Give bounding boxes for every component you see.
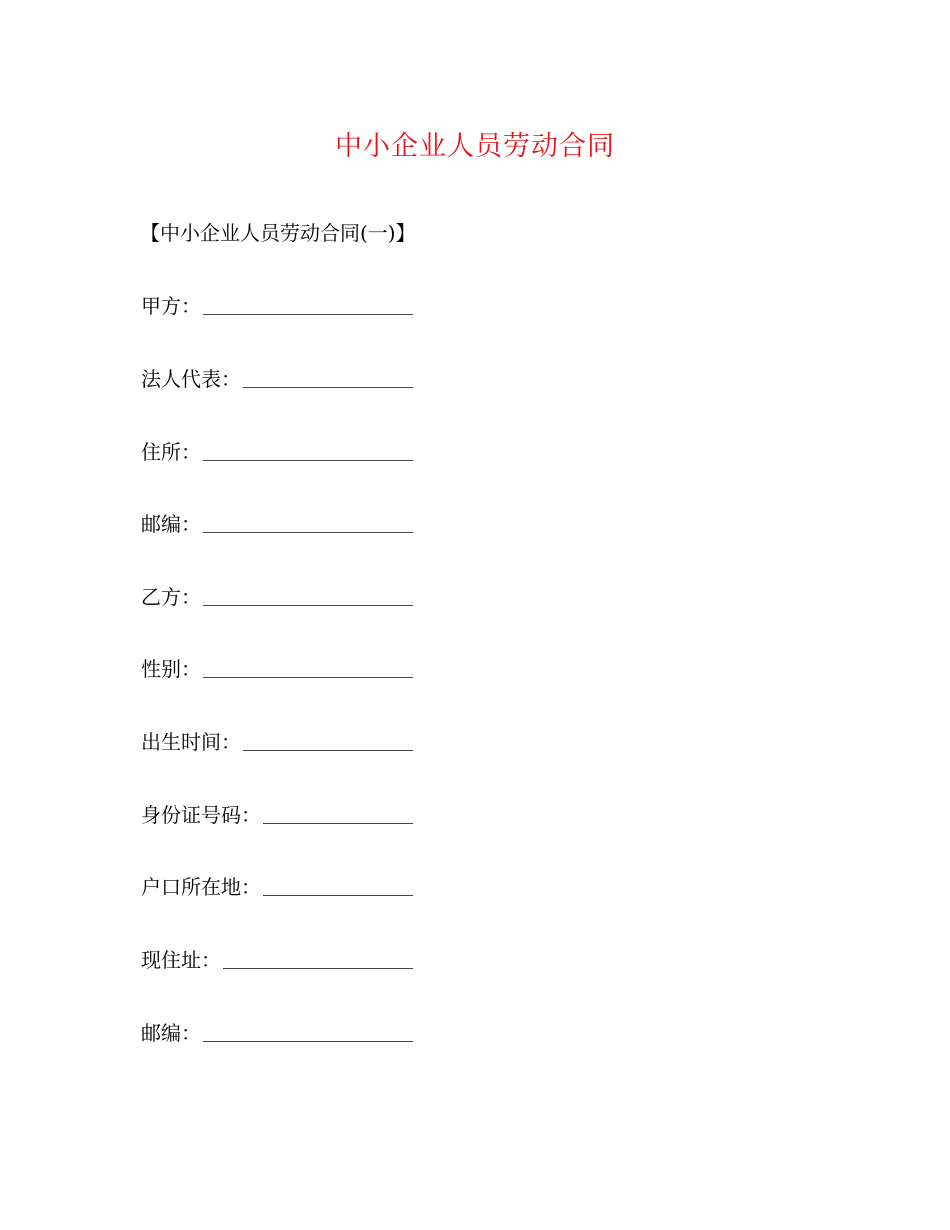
field-postcode-b xyxy=(141,1019,413,1047)
field-id-number xyxy=(141,801,413,829)
field-label: 性别： xyxy=(141,657,201,681)
field-postcode-a xyxy=(141,510,413,538)
fill-in-blank xyxy=(203,459,413,461)
fill-in-blank xyxy=(203,313,413,315)
fill-in-blank xyxy=(203,604,413,606)
field-label: 现住址： xyxy=(141,948,221,972)
fill-in-blank xyxy=(203,531,413,533)
fill-in-blank xyxy=(243,386,413,388)
field-party-b xyxy=(141,583,413,611)
field-label: 邮编： xyxy=(141,512,201,536)
field-birth-date xyxy=(141,728,413,756)
fill-in-blank xyxy=(203,676,413,678)
field-label: 身份证号码： xyxy=(141,803,261,827)
field-legal-representative xyxy=(141,365,413,393)
field-gender xyxy=(141,655,413,683)
fill-in-blank xyxy=(203,1040,413,1042)
field-label: 出生时间： xyxy=(141,730,241,754)
fill-in-blank xyxy=(223,967,413,969)
field-label: 户口所在地： xyxy=(141,875,261,899)
fill-in-blank xyxy=(263,894,413,896)
field-label: 法人代表： xyxy=(141,367,241,391)
field-label: 邮编： xyxy=(141,1021,201,1045)
field-address xyxy=(141,438,413,466)
field-household-registration xyxy=(141,873,413,901)
field-current-address xyxy=(141,946,413,974)
section-heading: 【中小企业人员劳动合同(一)】 xyxy=(140,221,416,245)
fill-in-blank xyxy=(243,749,413,751)
field-label: 甲方： xyxy=(141,294,201,318)
fill-in-blank xyxy=(263,822,413,824)
field-party-a xyxy=(141,292,413,320)
document-title: 中小企业人员劳动合同 xyxy=(335,131,615,162)
field-label: 住所： xyxy=(141,440,201,464)
field-label: 乙方： xyxy=(141,585,201,609)
